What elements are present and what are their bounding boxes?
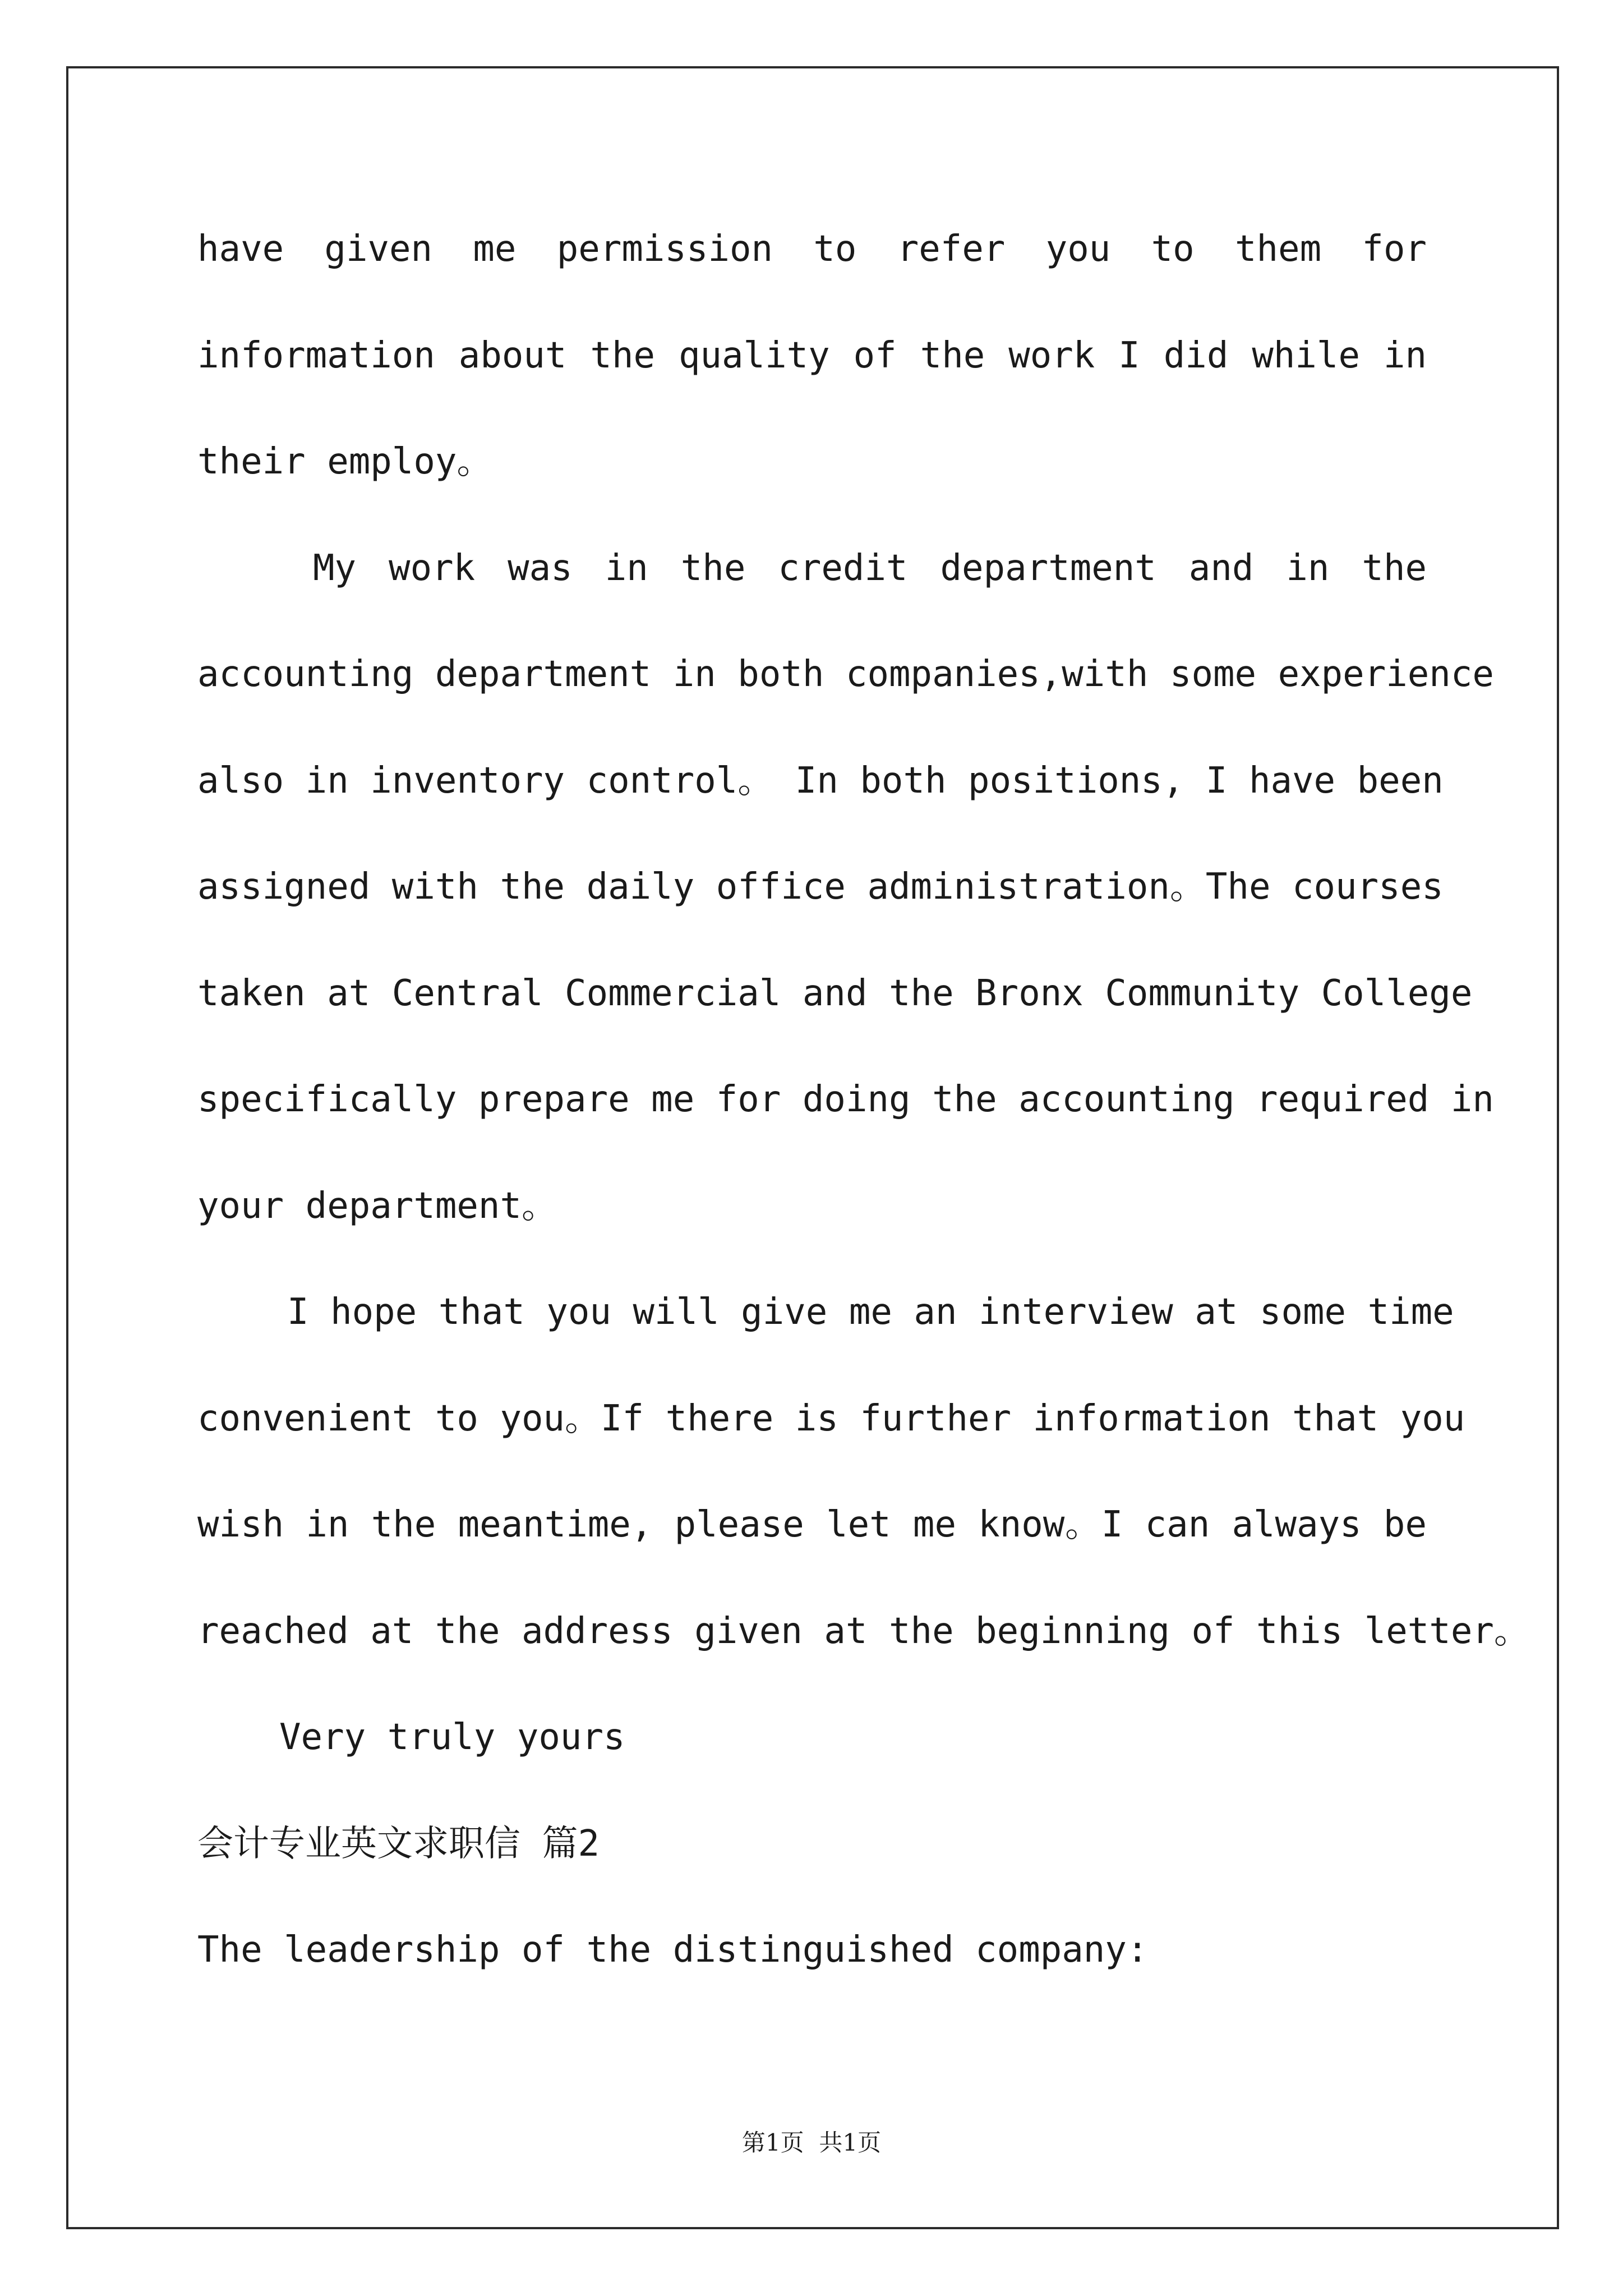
page-footer: 第1页 共1页 [741,2129,882,2156]
text-line: My work was in the credit department and in the [313,547,1427,589]
text-line: have given me permission to refer you to them for [197,228,1427,270]
text-line: assigned with the daily office administration。The courses [197,866,1444,908]
text-line: The leadership of the distinguished company: [197,1929,1149,1971]
text-line: specifically prepare me for doing the accounting required in [197,1079,1494,1120]
text-line: Very truly yours [279,1717,625,1758]
page-border [66,66,1559,2229]
text-line: wish in the meantime, please let me know。I can always be [197,1504,1427,1545]
text-line: convenient to you。If there is further information that you [197,1397,1465,1439]
text-line: their employ。 [197,441,493,482]
text-line: taken at Central Commercial and the Bronx Community College [197,972,1473,1014]
text-line: also in inventory control。 In both positions, I have been [197,760,1444,802]
text-line: information about the quality of the work I did while in [197,334,1427,376]
text-line: I hope that you will give me an interview at some time [287,1291,1454,1333]
text-line: your department。 [197,1185,557,1227]
text-line: reached at the address given at the beginning of this letter。 [197,1610,1530,1652]
text-line: 会计专业英文求职信 篇2 [197,1823,600,1865]
text-line: accounting department in both companies,with some experience [197,654,1494,695]
